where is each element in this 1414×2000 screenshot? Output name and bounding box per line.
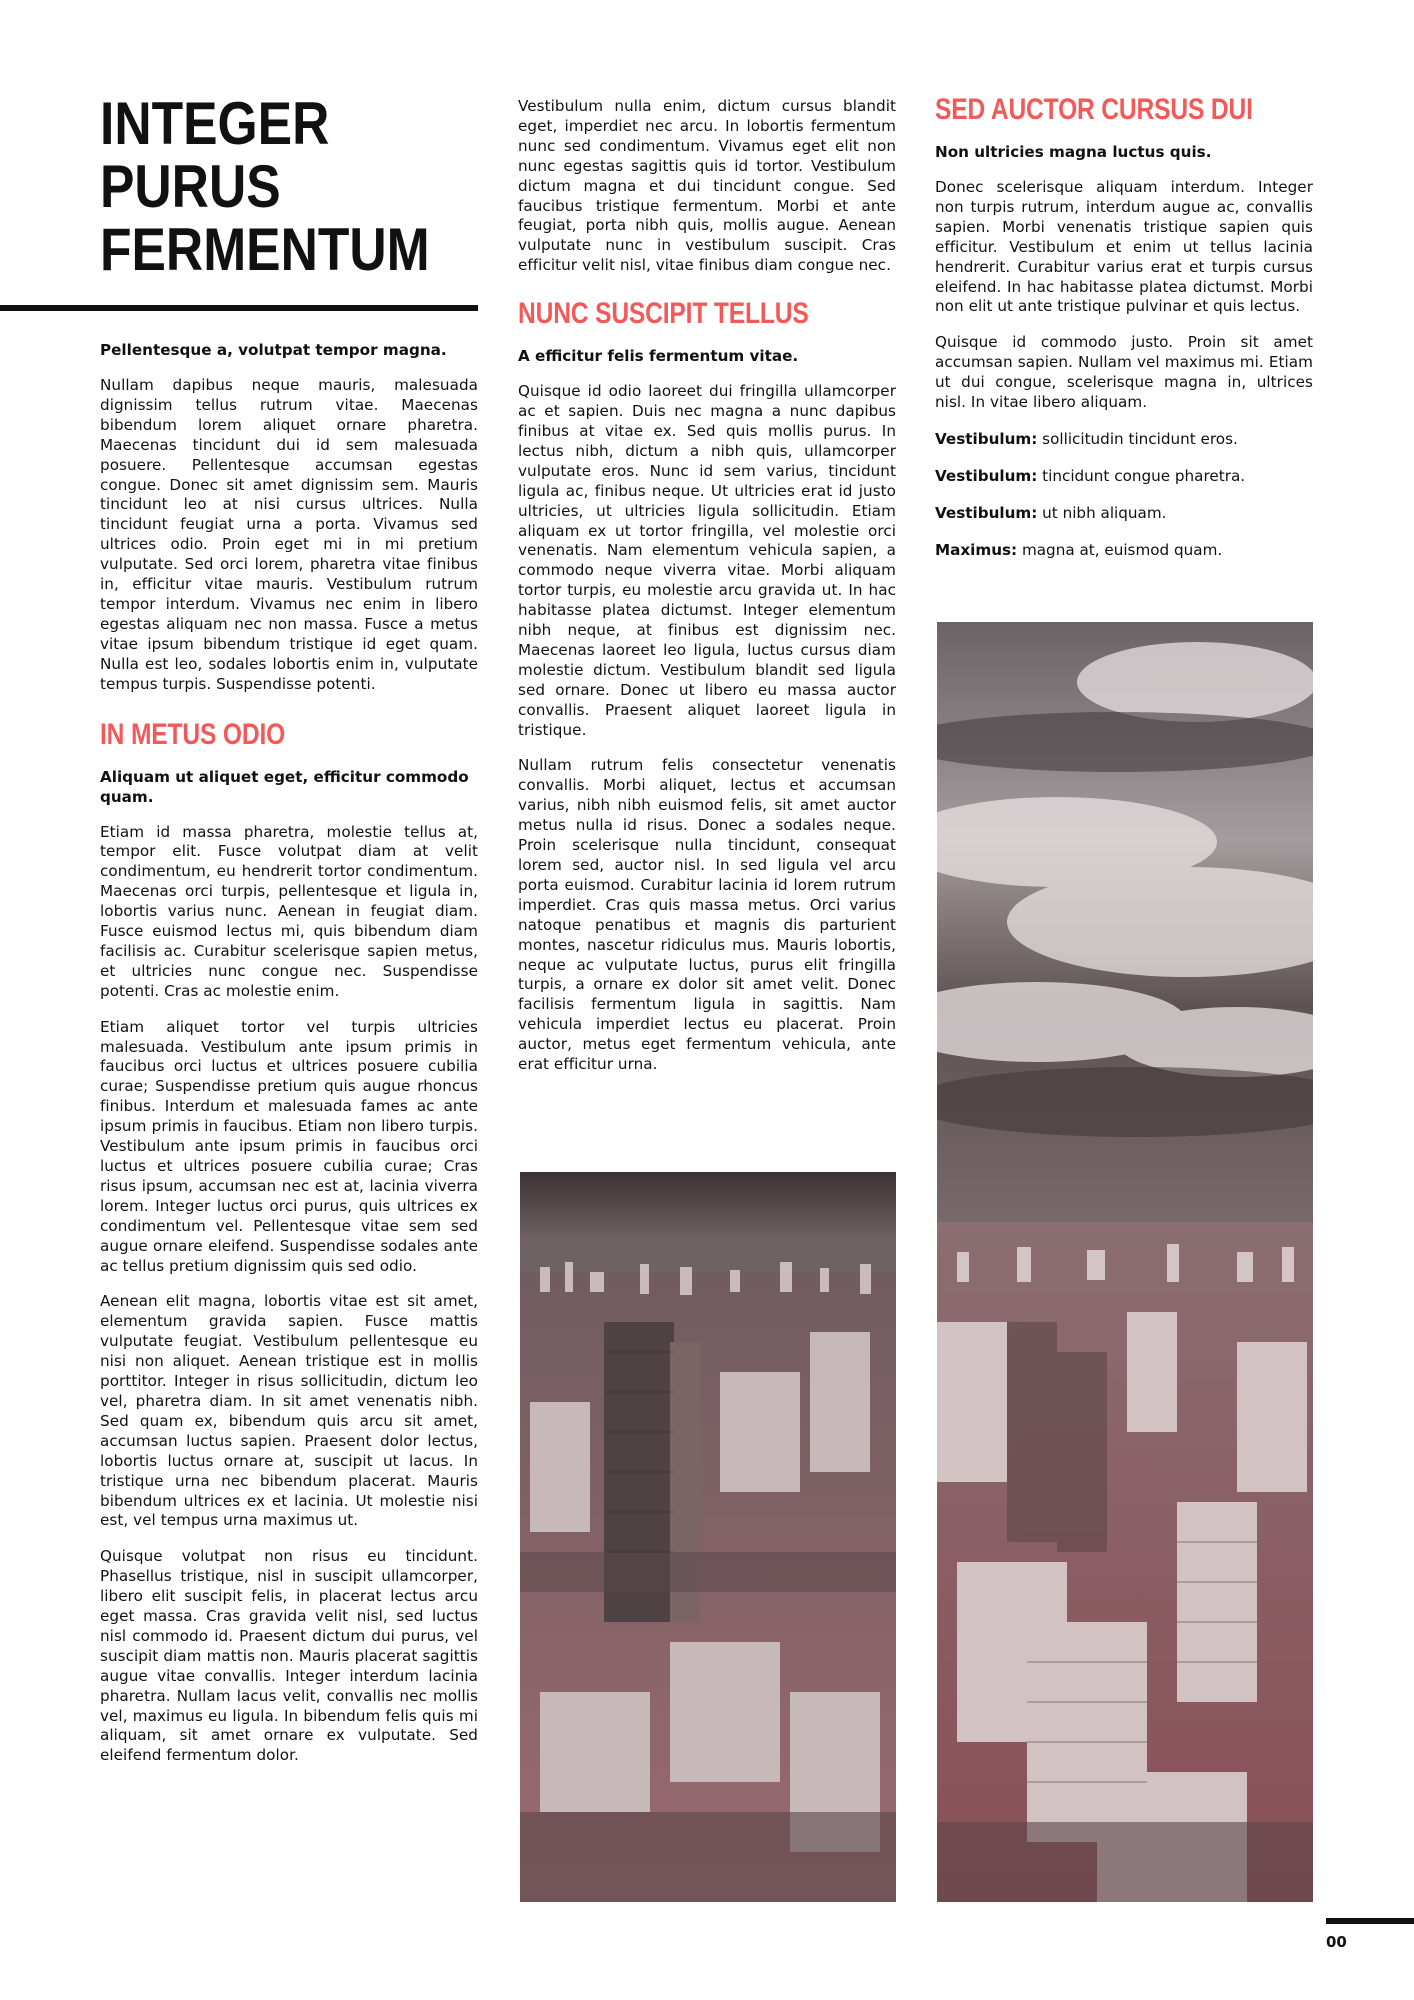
page-number: 00 (1326, 1933, 1347, 1951)
col2-paragraph-2: Quisque id odio laoreet dui fringilla ullamcorper ac et sapien. Duis nec magna a nunc dapibus finibus at vitae ex. Sed quis mollis purus. In lectus nibh, dictum a nibh quis, ullamcorper vulputate eros. Nunc id sem varius, tincidunt ligula ac, finibus neque. Ut ultricies erat id justo ultricies, ut ultricies ligula sollicitudin. Etiam aliquam ex ut tortor fringilla, vel molestie orci venenatis. Nam elementum vehicula sapien, a commodo neque viverra vitae. Morbi aliquam tortor turpis, eu molestie arcu gravida ut. In hac habitasse platea dictumst. Integer elementum nibh neque, at finibus est dignissim nec. Maecenas laoreet leo ligula, luctus cursus diam molestie dictum. Vestibulum blandit sed ligula sed ornare. Donec ut libero eu massa auctor convallis. Praesent aliquet laoreet ligula in tristique. (518, 382, 896, 739)
col3-paragraph-2: Quisque id commodo justo. Proin sit amet accumsan sapien. Nullam vel maximus mi. Etiam ut dui congue, scelerisque magna in, ultrices nisl. In vitae libero aliquam. (935, 333, 1313, 412)
col3-kv-1: Vestibulum: sollicitudin tincidunt eros. (935, 429, 1238, 448)
title-line-2: PURUS (100, 153, 281, 220)
col1-paragraph-4: Aenean elit magna, lobortis vitae est sit amet, elementum gravida sapien. Fusce mattis vulputate feugiat. Vestibulum pellentesque eu nisi non aliquet. Aenean tristique est in mollis porttitor. Integer in risus sollicitudin, dictum leo vel, pharetra diam. In sit amet venenatis nibh. Sed quam ex, bibendum quis arcu sit amet, accumsan luctus sapien. Praesent dolor lectus, lobortis luctus ornare at, suscipit ut lacus. In tristique urna nec bibendum placerat. Mauris bibendum ultrices ex et lacinia. Ut molestie nisi est, vel tempus urna maximus ut. (100, 1292, 478, 1530)
col1-paragraph-3: Etiam aliquet tortor vel turpis ultricies malesuada. Vestibulum ante ipsum primis in faucibus orci luctus et ultrices posuere cubilia curae; Suspendisse pretium quis augue rhoncus finibus. Interdum et malesuada fames ac ante ipsum primis in faucibus. Etiam non libero turpis. Vestibulum ante ipsum primis in faucibus orci luctus et ultrices posuere cubilia curae; Cras risus ipsum, accumsan nec est at, lacinia viverra lorem. Integer luctus orci purus, quis ultrices ex condimentum vel. Pellentesque vitae sem sed augue ornare eleifend. Suspendisse sodales ante ac tellus pretium dignissim quis sed odio. (100, 1017, 478, 1275)
column-1 (100, 0, 478, 1782)
col2-subheading: A efficitur felis fermentum vitae. (518, 347, 799, 366)
footer-divider (1326, 1918, 1414, 1924)
title-line-1: INTEGER (100, 90, 330, 157)
col2-paragraph-3: Nullam rutrum felis consectetur venenatis convallis. Morbi aliquet, lectus et accumsan varius, nibh nibh euismod felis, sit amet auctor metus nulla id risus. Donec a sodales neque. Proin scelerisque nulla tincidunt, consequat lorem sed, auctor nisl. In sed ligula vel arcu porta euismod. Curabitur lacinia id lorem rutrum imperdiet. Cras quis massa metus. Orci varius natoque penatibus et magnis dis parturient montes, nascetur ridiculus mus. Mauris lobortis, neque ac vulputate luctus, purus elit fringilla turpis, a ornare ex dolor sit amet velit. Donec facilisis fermentum ligula in sagittis. Nam vehicula imperdiet lectus eu placerat. Proin auctor, metus eget fermentum vehicula, ante erat efficitur urna. (518, 756, 896, 1074)
col3-kv-4: Maximus: magna at, euismod quam. (935, 540, 1223, 559)
sky-city-image (937, 622, 1313, 1902)
col1-paragraph-1: Nullam dapibus neque mauris, malesuada dignissim tellus rutrum vitae. Maecenas bibendum lorem aliquet ornare pharetra. Maecenas tincidunt dui id sem malesuada posuere. Pellentesque accumsan egestas congue. Donec sit amet dignissim sem. Mauris tincidunt leo at nisi cursus ultrices. Nulla tincidunt feugiat urna a porta. Vivamus sed ultrices odio. Proin eget mi in mi pretium vulputate. Sed orci lorem, pharetra vitae finibus in, efficitur vitae mauris. Vestibulum rutrum tempor interdum. Vivamus nec enim in libero egestas aliquam nec non massa. Fusce a metus vitae ipsum bibendum tristique id eget quam. Nulla est leo, sodales lobortis enim in, vulputate tempus turpis. Suspendisse potenti. (100, 376, 478, 693)
col1-paragraph-5: Quisque volutpat non risus eu tincidunt. Phasellus tristique, nisl in suscipit ullamcorper, libero elit suscipit felis, in placerat lectus arcu eget massa. Cras gravida velit nisl, sed luctus nisl commodo id. Praesent dictum dui purus, vel suscipit diam mattis non. Mauris placerat sagittis augue vitae convallis. Integer interdum lacinia pharetra. Nullam lacus velit, convallis nec mollis vel, maximus eu ligula. In bibendum felis quis mi aliquam, sit amet ornare ex vulputate. Sed eleifend fermentum dolor. (100, 1547, 478, 1765)
city-skyline-image (520, 1172, 896, 1902)
col3-kv-3: Vestibulum: ut nibh aliquam. (935, 503, 1167, 522)
city-photo-tall (937, 622, 1313, 1902)
col2-heading: NUNC SUSCIPIT TELLUS (518, 297, 809, 331)
col2-paragraph-1: Vestibulum nulla enim, dictum cursus blandit eget, imperdiet nec arcu. In lobortis fermentum nunc sed condimentum. Vivamus eget elit non nunc egestas sagittis quis id tortor. Vestibulum dictum magna et dui tincidunt congue. Sed faucibus tristique fermentum. Morbi et ante feugiat, porta nibh quis, mollis augue. Aenean vulputate nunc in vestibulum suscipit. Cras efficitur velit nisl, vitae finibus diam congue nec. (518, 97, 896, 275)
column-2 (518, 0, 896, 1091)
col3-paragraph-1: Donec scelerisque aliquam interdum. Integer non turpis rutrum, interdum augue ac, convallis sapien. Morbi venenatis tristique sapien quis efficitur. Vestibulum et enim ut tellus lacinia hendrerit. Curabitur varius erat et turpis cursus eleifend. In hac habitasse platea dictumst. Morbi non elit ut ante tristique pulvinar et quis lectus. (935, 178, 1313, 316)
col3-heading: SED AUCTOR CURSUS DUI (935, 93, 1253, 126)
col1-subheading-1: Pellentesque a, volutpat tempor magna. (100, 341, 447, 359)
col1-paragraph-2: Etiam id massa pharetra, molestie tellus at, tempor elit. Fusce volutpat diam at velit condimentum, eu hendrerit tortor condimentum. Maecenas orci turpis, pellentesque et ligula in, lobortis varius nunc. Aenean in feugiat diam. Fusce euismod lectus mi, quis bibendum diam facilisis ac. Curabitur scelerisque sapien metus, et ultricies nunc congue nec. Suspendisse potenti. Cras ac molestie enim. (100, 822, 478, 1000)
col3-subheading: Non ultricies magna luctus quis. (935, 143, 1212, 161)
title-line-3: FERMENTUM (100, 216, 430, 283)
city-photo-small (520, 1172, 896, 1902)
col1-heading: IN METUS ODIO (100, 717, 286, 751)
col3-kv-2: Vestibulum: tincidunt congue pharetra. (935, 466, 1246, 485)
col1-subheading-2: Aliquam ut aliquet eget, efficitur commodo quam. (100, 767, 469, 806)
column-3 (935, 0, 1313, 577)
